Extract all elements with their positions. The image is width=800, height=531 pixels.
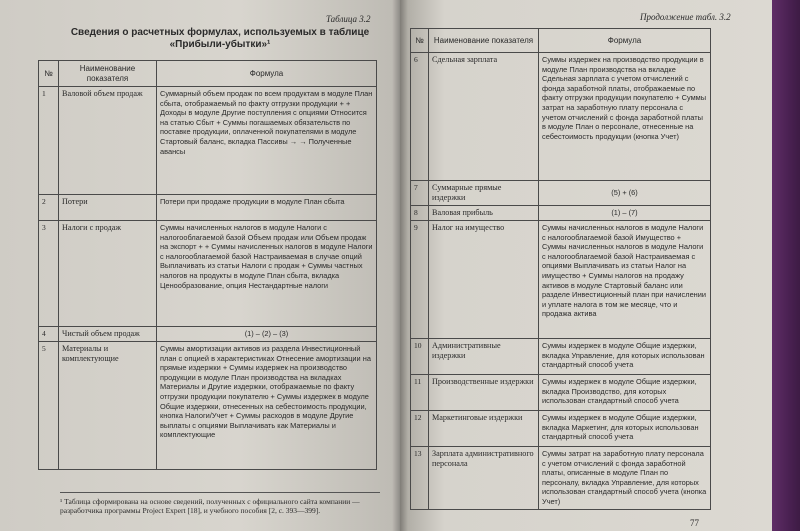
table-row <box>411 375 711 411</box>
header-formula: Формула <box>157 61 377 87</box>
row-formula: Суммы начисленных налогов в модуле Налоги с налогооблагаемой базой Объем продаж или Объем продаж на экспорт + + Суммы начисленных налогов в модуле Налоги с налогооблагаемой базой Настраиваемая в случае опций Выплачивать из статьи Налоги с продаж + Суммы частных налогов на продукты в модуле План сбыта, вкладка Ценообразование, опция Нестандартные налоги <box>157 221 377 327</box>
row-num: 12 <box>411 411 429 447</box>
row-num: 11 <box>411 375 429 411</box>
caption-line-1: Сведения о расчетных формулах, используемых в таблице <box>70 27 370 38</box>
row-num: 7 <box>411 181 429 206</box>
header-name: Наименование показателя <box>429 29 539 53</box>
book-cover-edge <box>772 0 800 531</box>
table-row <box>411 411 711 447</box>
row-num: 3 <box>39 221 59 327</box>
table-header-row <box>39 61 377 87</box>
row-num: 1 <box>39 87 59 195</box>
table-header-row <box>411 29 711 53</box>
row-formula: Суммы издержек на производство продукции в модуле План производства на вкладке Сдельная зарплата с учетом отчислений с фонда заработной платы, отображаемые по факту отгрузки продукции покупателю + Суммы затрат на заработную плату персонала с учетом отчислений с фонда заработной платы в модуле План о персонале, отнесенные на себестоимость продукции (кнопка Учет) <box>539 53 711 181</box>
row-name: Валовой объем продаж <box>59 87 157 195</box>
page-number: 77 <box>690 518 699 528</box>
formulas-table-right <box>410 28 711 510</box>
table-row <box>411 221 711 339</box>
row-num: 9 <box>411 221 429 339</box>
row-formula: (5) + (6) <box>539 181 711 206</box>
header-name: Наименование показателя <box>59 61 157 87</box>
row-num: 10 <box>411 339 429 375</box>
table-row <box>39 342 377 470</box>
table-row <box>411 181 711 206</box>
row-num: 4 <box>39 327 59 342</box>
row-name: Маркетинговые издержки <box>429 411 539 447</box>
row-formula: Суммы затрат на заработную плату персонала с учетом отчислений с фонда заработной платы, описанные в модуле План по персоналу, вкладка Управление, для которых использован стандартный способ учета (кнопка Учет) <box>539 447 711 510</box>
header-formula: Формула <box>539 29 711 53</box>
caption-line-2: «Прибыли-убытки»¹ <box>169 39 271 50</box>
table-row <box>411 447 711 510</box>
row-formula: (1) – (2) – (3) <box>157 327 377 342</box>
row-name: Материалы и комплектующие <box>59 342 157 470</box>
formulas-table-left <box>38 60 377 470</box>
table-row <box>39 327 377 342</box>
row-name: Чистый объем продаж <box>59 327 157 342</box>
header-num: № <box>411 29 429 53</box>
row-name: Суммарные прямые издержки <box>429 181 539 206</box>
table-row <box>39 221 377 327</box>
row-num: 2 <box>39 195 59 221</box>
table-row <box>39 87 377 195</box>
row-num: 6 <box>411 53 429 181</box>
row-formula: Потери при продаже продукции в модуле План сбыта <box>157 195 377 221</box>
row-name: Сдельная зарплата <box>429 53 539 181</box>
row-name: Зарплата административного персонала <box>429 447 539 510</box>
book-spine-shadow <box>392 0 408 531</box>
table-tag-continued: Продолжение табл. 3.2 <box>640 12 731 22</box>
row-formula: (1) – (7) <box>539 206 711 221</box>
table-caption <box>70 27 370 51</box>
row-num: 5 <box>39 342 59 470</box>
row-name: Административные издержки <box>429 339 539 375</box>
row-formula: Суммы начисленных налогов в модуле Налоги с налогооблагаемой базой Имущество + Суммы начисленных налогов в модуле Налоги с налогооблагаемой базой Настраиваемая с опциями Выплачивать из статьи Налог на имущество + Суммы налогов на продажу активов в модуле Стартовый баланс или разделе Инвестиционный план при начислении и уплате налога в том же месяце, что и продажа актива <box>539 221 711 339</box>
row-formula: Суммы издержек в модуле Общие издержки, вкладка Управление, для которых использован стандартный способ учета <box>539 339 711 375</box>
row-name: Валовая прибыль <box>429 206 539 221</box>
row-name: Производственные издержки <box>429 375 539 411</box>
table-row <box>39 195 377 221</box>
row-name: Налоги с продаж <box>59 221 157 327</box>
header-num: № <box>39 61 59 87</box>
row-formula: Суммы издержек в модуле Общие издержки, вкладка Производство, для которых использован стандартный способ учета <box>539 375 711 411</box>
table-row <box>411 339 711 375</box>
table-tag: Таблица 3.2 <box>326 14 371 24</box>
row-name: Налог на имущество <box>429 221 539 339</box>
footnote: ¹ Таблица сформирована на основе сведений, полученных с официального сайта компании — разработчика программы Project Expert [18], и учебного пособия [2, с. 393—399]. <box>60 492 380 515</box>
row-formula: Суммы издержек в модуле Общие издержки, вкладка Маркетинг, для которых использован стандартный способ учета <box>539 411 711 447</box>
row-name: Потери <box>59 195 157 221</box>
row-formula: Суммарный объем продаж по всем продуктам в модуле План сбыта, отображаемый по факту отгрузки продукции + + Доходы в модуле Другие поступления с опциями Относится на статью Сбыт + Суммы погашаемых обязательств по поставке продукции, оплаченной покупателями в модуле Стартовый баланс, вкладка Пассивы → → Полученные авансы <box>157 87 377 195</box>
table-row <box>411 53 711 181</box>
row-formula: Суммы амортизации активов из раздела Инвестиционный план с опцией в характеристиках Отнесение амортизации на прямые издержки + Суммы издержек на производство продукции в модуле План производства на вкладках Материалы и Другие издержки, отображаемые по факту отгрузки продукции покупателю + Суммы издержек в модуле Общие издержки, отнесенных на себестоимость продукции, кнопка Налоги/Учет + Суммы расходов в модуле Другие выплаты с опциями Выплачивать как Материалы и комплектующие <box>157 342 377 470</box>
row-num: 13 <box>411 447 429 510</box>
table-row <box>411 206 711 221</box>
row-num: 8 <box>411 206 429 221</box>
